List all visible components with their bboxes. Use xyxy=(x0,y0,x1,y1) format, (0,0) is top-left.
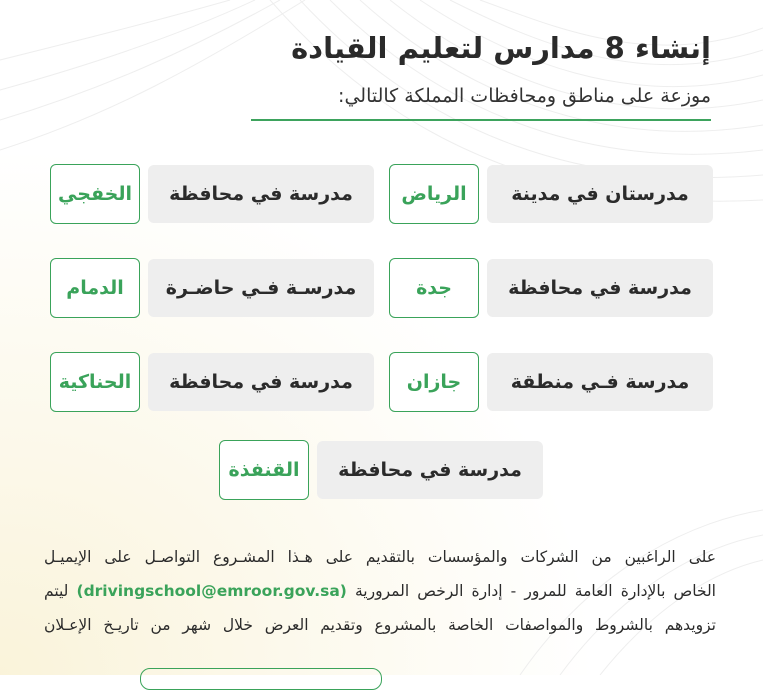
school-description-5: مدرسة فـي منطقة xyxy=(487,353,713,411)
school-description-4: مدرسـة فـي حاضـرة xyxy=(148,259,374,317)
school-location-4: الدمام xyxy=(50,258,140,318)
school-location-6: الحناكية xyxy=(50,352,140,412)
application-instructions xyxy=(44,540,716,642)
instructions-line-2-end: ليتم xyxy=(44,582,77,600)
bottom-outline-decoration xyxy=(140,668,382,690)
subtitle-underline xyxy=(251,119,711,121)
school-description-7: مدرسة في محافظة xyxy=(317,441,543,499)
instructions-line-2-start: الخاص بالإدارة العامة للمرور - إدارة الرخص المرورية xyxy=(346,582,716,600)
school-description-2: مدرسة في محافظة xyxy=(148,165,374,223)
school-location-1: الرياض xyxy=(389,164,479,224)
school-description-3: مدرسة في محافظة xyxy=(487,259,713,317)
page-title: إنشاء 8 مدارس لتعليم القيادة xyxy=(291,31,711,65)
instructions-line-2 xyxy=(44,574,716,608)
contact-email[interactable]: (drivingschool@emroor.gov.sa) xyxy=(76,582,347,600)
school-description-6: مدرسة في محافظة xyxy=(148,353,374,411)
instructions-line-3: تزويدهم بالشروط والمواصفات الخاصة بالمشروع وتقديم العرض خلال شهر من تاريـخ الإعـلان xyxy=(44,616,716,634)
school-location-3: جدة xyxy=(389,258,479,318)
school-location-5: جازان xyxy=(389,352,479,412)
page-subtitle: موزعة على مناطق ومحافظات المملكة كالتالي: xyxy=(338,85,711,107)
instructions-line-1: على الراغبين من الشركات والمؤسسات بالتقديم على هـذا المشـروع التواصـل على الإيميـل xyxy=(44,548,716,566)
school-location-7: القنفذة xyxy=(219,440,309,500)
school-description-1: مدرستان في مدينة xyxy=(487,165,713,223)
school-location-2: الخفجي xyxy=(50,164,140,224)
